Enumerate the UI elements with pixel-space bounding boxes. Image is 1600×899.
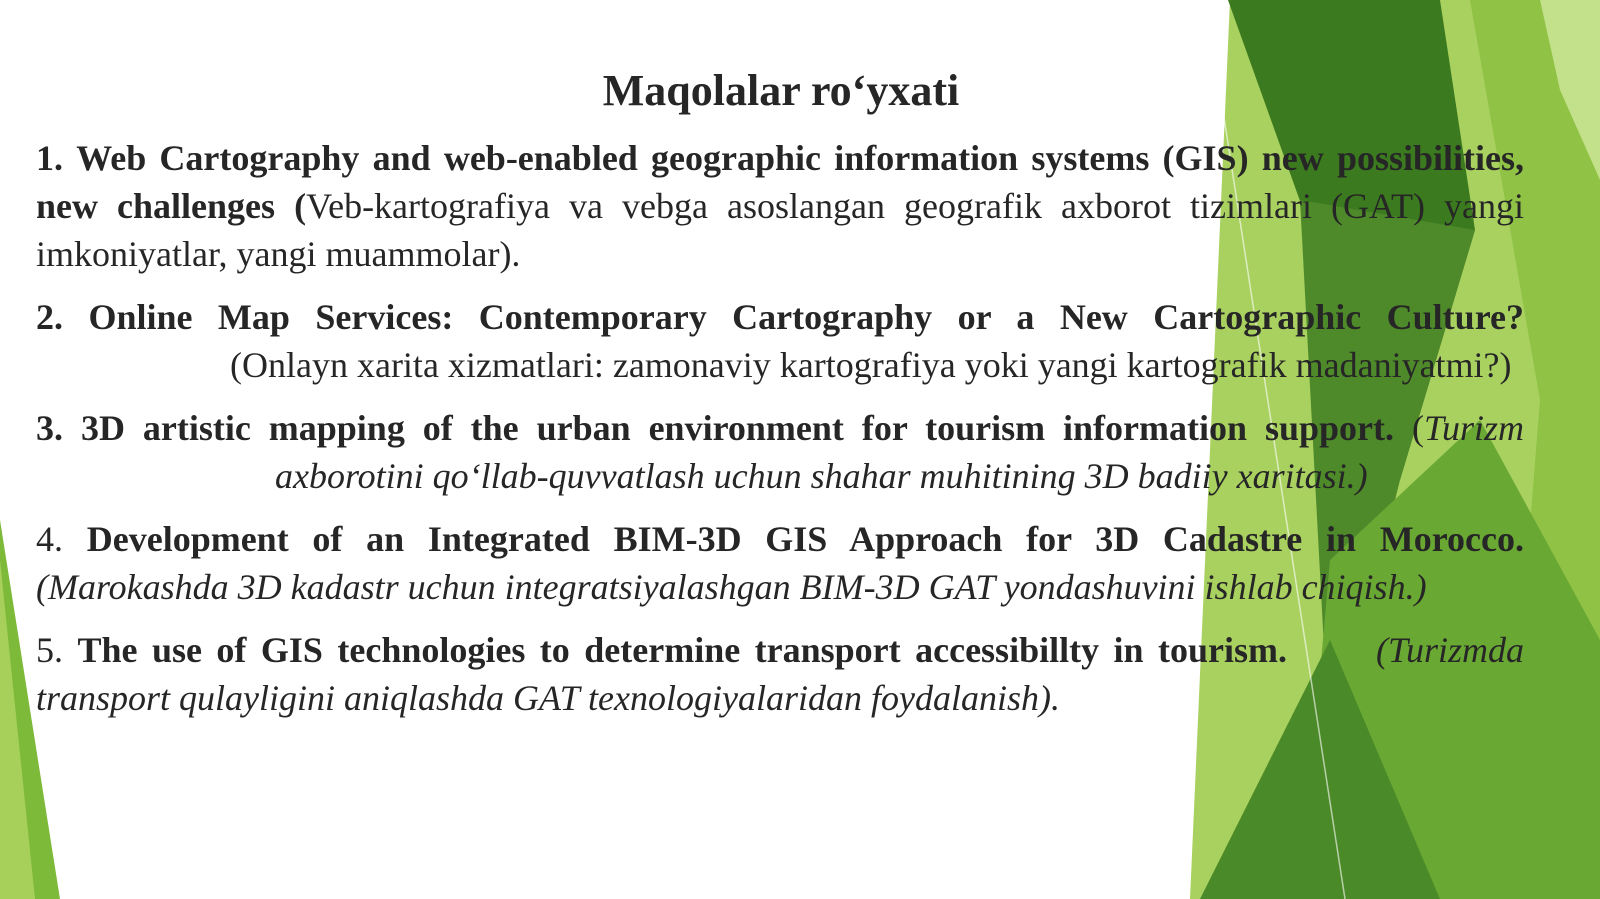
slide-title: Maqolalar ro‘yxati — [602, 66, 960, 115]
article-title-en: Development of an Integrated BIM-3D GIS Approach for 3D Cadastre in Morocco. — [86, 519, 1524, 559]
article-item-4 — [36, 515, 1524, 611]
article-title-en: Web Cartography and web-enabled geographic information systems (GIS) new possibilities, new challenges — [36, 138, 1524, 226]
article-number: 4. — [36, 519, 63, 559]
article-translation-lead: Turizm — [1423, 408, 1524, 448]
article-title-en: The use of GIS technologies to determine transport accessibillty in tourism. — [77, 630, 1288, 670]
article-item-2 — [36, 293, 1524, 389]
article-number: 3. — [36, 408, 63, 448]
article-translation-uz: (Turizmda transport qulayligini aniqlashda GAT texnologiyalaridan foydalanish). — [36, 630, 1525, 718]
article-title-en: 3D artistic mapping of the urban environment for tourism information support. — [80, 408, 1394, 448]
article-number: 5. — [36, 630, 63, 670]
article-translation-uz: axborotini qo‘llab-quvvatlash uchun shahar muhitining 3D badiiy xaritasi.) — [275, 456, 1368, 496]
article-title-en: Online Map Services: Contemporary Cartography or a New Cartographic Culture? — [88, 297, 1524, 337]
article-open-paren: ( — [294, 186, 307, 226]
article-translation-open: ( — [1411, 408, 1424, 448]
article-translation-uz: (Onlayn xarita xizmatlari: zamonaviy kartografiya yoki yangi kartografik madaniyatmi?) — [230, 345, 1512, 385]
article-number: 1. — [36, 138, 63, 178]
article-number: 2. — [36, 297, 63, 337]
article-translation-uz: (Marokashda 3D kadastr uchun integratsiyalashgan BIM-3D GAT yondashuvini ishlab chiqish.) — [36, 567, 1427, 607]
article-list — [36, 134, 1524, 722]
article-translation-uz: Veb-kartografiya va vebga asoslangan geografik axborot tizimlari (GAT) yangi imkoniyatlar, yangi muammolar). — [36, 186, 1524, 274]
article-item-5 — [36, 626, 1524, 722]
article-item-3 — [36, 404, 1524, 500]
article-item-1 — [36, 134, 1524, 278]
